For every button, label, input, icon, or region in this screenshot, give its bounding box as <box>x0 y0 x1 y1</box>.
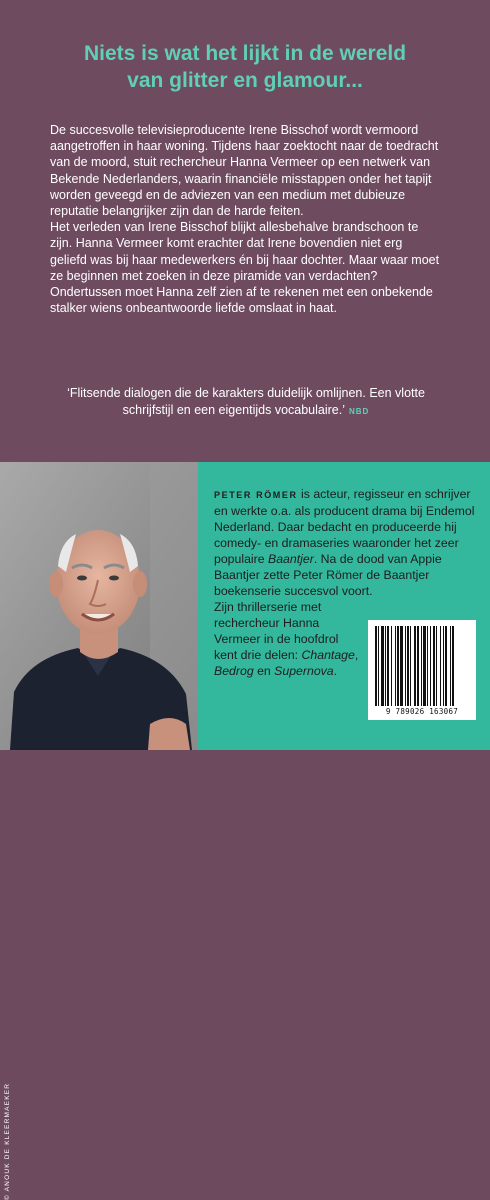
barcode-bar <box>421 626 422 706</box>
bio-text-1: is acteur, regisseur en schrijver en werkte o.a. als producent drama bij Endemol Nederland. Daar bedacht en produceerde hij comedy- en dramaseries waaronder het zeer populaire <box>214 487 475 566</box>
barcode-bar <box>433 626 435 706</box>
barcode-bar <box>417 626 419 706</box>
author-name: PETER RÖMER <box>214 490 298 500</box>
barcode-bar <box>387 626 389 706</box>
barcode-bars <box>374 626 470 706</box>
synopsis-paragraph-3: Ondertussen moet Hanna zelf zien af te rekenen met een onbekende stalker wiens onbeantwoorde liefde omslaat in haat. <box>50 285 433 316</box>
synopsis-paragraph-1: De succesvolle televisieproducente Irene Bisschof wordt vermoord aangetroffen in haar woning. Tijdens haar zoektocht naar de toedracht van de moord, stuit rechercheur Hanna Vermeer op een netwerk van Bekende Nederlanders, waarin financiële misstappen onder het tapijt worden geveegd en de adviezen van een medium met dubieuze reputatie belangrijker zijn dan de harde feiten. <box>50 123 439 219</box>
barcode-bar <box>391 626 392 706</box>
barcode-bar <box>430 626 431 706</box>
barcode-bar <box>405 626 406 706</box>
barcode-bar <box>452 626 454 706</box>
isbn-number: 9 789026 163067 <box>385 707 459 716</box>
barcode-bar <box>381 626 384 706</box>
author-photo <box>0 462 198 1200</box>
barcode-bar <box>407 626 409 706</box>
barcode-bar <box>423 626 426 706</box>
review-quote <box>50 385 442 420</box>
isbn-barcode <box>368 620 476 720</box>
bio-end: . <box>333 664 338 678</box>
book-separator-2: en <box>253 664 275 678</box>
barcode-bar <box>410 626 411 706</box>
barcode-bar <box>436 626 437 706</box>
barcode-bar <box>375 626 377 706</box>
synopsis-paragraph-2: Het verleden van Irene Bisschof blijkt allesbehalve brandschoon te zijn. Hanna Vermeer komt erachter dat Irene bovendien niet erg geliefd was bij haar medewerkers én bij haar dochter. Maar waar moet ze beginnen met zoeken in deze piramide van verdachten? <box>50 220 440 283</box>
bio-text-3: Zijn thrillerserie met rechercheur Hanna Vermeer in de hoofdrol kent drie delen: <box>214 600 339 662</box>
quote-source: NBD <box>349 406 370 416</box>
barcode-bar <box>414 626 416 706</box>
synopsis <box>50 122 442 316</box>
barcode-bar <box>443 626 444 706</box>
book-separator-1: , <box>354 648 359 662</box>
photo-credit: © ANOUK DE KLEERMAEKER <box>4 1082 11 1200</box>
quote-text: ‘Flitsende dialogen die de karakters duidelijk omlijnen. Een vlotte schrijfstijl en een eigentijds vocabulaire.’ <box>67 386 425 417</box>
barcode-bar <box>440 626 441 706</box>
barcode-bar <box>395 626 396 706</box>
bio-text-2: . Na de dood van Appie Baantjer zette Peter Römer de Baantjer boekenserie succesvol voort. <box>214 552 442 598</box>
book-title-3: Supernova <box>274 664 334 678</box>
tagline <box>40 40 450 94</box>
barcode-bar <box>445 626 447 706</box>
tagline-line-1: Niets is wat het lijkt in de wereld <box>83 42 407 65</box>
author-portrait-image <box>0 462 198 750</box>
barcode-bar <box>450 626 451 706</box>
barcode-bar <box>400 626 403 706</box>
series-title: Baantjer <box>268 552 314 566</box>
barcode-bar <box>427 626 428 706</box>
barcode-bar <box>397 626 399 706</box>
bio-series-block <box>214 599 364 679</box>
book-title-1: Chantage <box>301 648 355 662</box>
book-title-2: Bedrog <box>214 664 254 678</box>
barcode-bar <box>385 626 386 706</box>
barcode-bar <box>378 626 379 706</box>
tagline-line-2: van glitter en glamour... <box>127 69 363 92</box>
